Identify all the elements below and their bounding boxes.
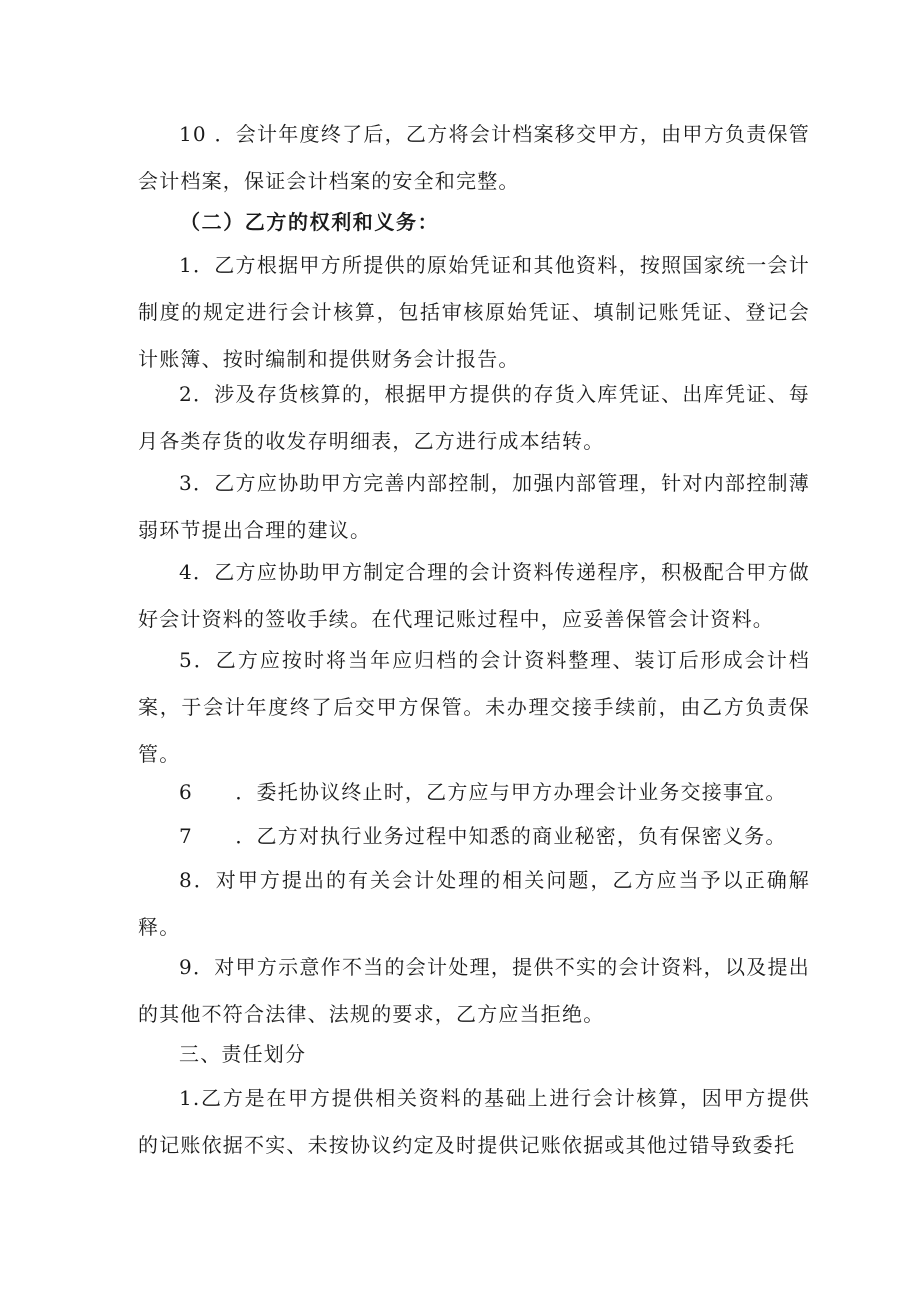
paragraph-b4: 4．乙方应协助甲方制定合理的会计资料传递程序，积极配合甲方做好会计资料的签收手续。在代理记账过程中，应妥善保管会计资料。 [138,560,810,631]
paragraph-10: 10 ．会计年度终了后，乙方将会计档案移交甲方，由甲方负责保管会计档案，保证会计档案的安全和完整。 [138,122,810,193]
paragraph-b2: 2．涉及存货核算的，根据甲方提供的存货入库凭证、出库凭证、每月各类存货的收发存明细表，乙方进行成本结转。 [138,382,810,453]
section-heading-liability: 三、责任划分 [179,1042,307,1066]
paragraph-b9: 9．对甲方示意作不当的会计处理，提供不实的会计资料，以及提出的其他不符合法律、法规的要求，乙方应当拒绝。 [138,955,810,1026]
paragraph-b8: 8．对甲方提出的有关会计处理的相关问题，乙方应当予以正确解释。 [138,868,810,939]
paragraph-b5: 5．乙方应按时将当年应归档的会计资料整理、装订后形成会计档案，于会计年度终了后交甲方保管。未办理交接手续前，由乙方负责保管。 [138,648,810,766]
paragraph-c1: 1.乙方是在甲方提供相关资料的基础上进行会计核算，因甲方提供的记账依据不实、未按协议约定及时提供记账依据或其他过错导致委托 [138,1086,810,1157]
paragraph-b7: 7 ．乙方对执行业务过程中知悉的商业秘密，负有保密义务。 [179,824,787,848]
paragraph-b6: 6 ．委托协议终止时，乙方应与甲方办理会计业务交接事宜。 [179,780,787,804]
paragraph-b3: 3．乙方应协助甲方完善内部控制，加强内部管理，针对内部控制薄弱环节提出合理的建议。 [138,471,810,542]
paragraph-b1: 1．乙方根据甲方所提供的原始凭证和其他资料，按照国家统一会计制度的规定进行会计核算，包括审核原始凭证、填制记账凭证、登记会计账簿、按时编制和提供财务会计报告。 [138,253,810,371]
section-heading-party-b-rights: （二）乙方的权利和义务： [180,210,440,234]
